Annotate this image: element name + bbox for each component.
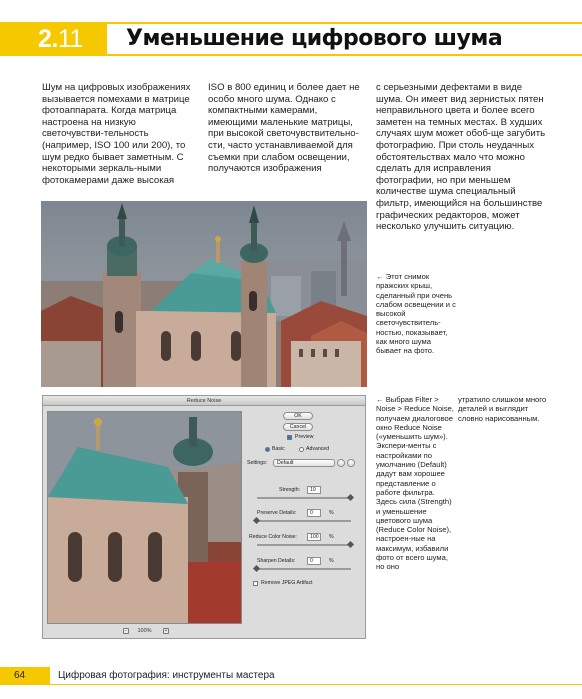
strength-slider-knob[interactable] (347, 494, 354, 501)
settings-select[interactable]: Default (273, 459, 335, 467)
photo-caption-1: ← Этот снимок пражских крыш, сделанный при очень слабом освещении и с высокой светочувствитель-ностью, показывает, как много шума бывает на фото. (376, 272, 456, 356)
reduce-color-noise-label: Reduce Color Noise: (249, 534, 297, 540)
basic-radio[interactable] (265, 447, 270, 452)
page-number: 64 (14, 670, 26, 681)
preserve-details-field[interactable]: 0 (307, 509, 321, 517)
cancel-button[interactable]: Cancel (283, 423, 313, 431)
ok-button[interactable]: OK (283, 412, 313, 420)
percent-label: % (329, 534, 334, 540)
preserve-details-slider[interactable] (257, 520, 351, 522)
percent-label: % (329, 558, 334, 564)
dialog-caption-continued: утратило слишком много деталей и выглядит словно нарисованным. (458, 395, 547, 423)
body-column-2: ISO в 800 единиц и более дает не особо много шума. Однако с компактными камерами, имеющими маленькие матрицы, при высокой светочувствительно-сти, часто устанавливаемой для съемки при слабом освещении, получаются изображения (208, 82, 360, 175)
preview-checkbox[interactable] (287, 435, 292, 440)
settings-label: Settings: (247, 460, 268, 466)
remove-jpeg-artifact-label: Remove JPEG Artifact (261, 580, 313, 586)
preview-illustration (48, 412, 242, 624)
strength-label: Strength: (279, 487, 301, 493)
body-column-3: с серьезными дефектами в виде шума. Он имеет вид зернистых пятен неправильного цвета и более всего заметен на темных местах. В худших случаях шум может обоб-ще загубить фотографию. При столь неудачных обстоятельствах мало что можно сделать для исправления фотографии, но при меньшем количестве шума специальный фильтр, имеющийся на большинстве графических редакторов, может несколько улучшить ситуацию. (376, 82, 546, 233)
advanced-radio[interactable] (299, 447, 304, 452)
preserve-details-knob[interactable] (253, 517, 260, 524)
prague-rooftops-photo (41, 201, 367, 387)
zoom-out-button[interactable]: − (124, 628, 128, 634)
dialog-title: Reduce Noise (43, 396, 365, 406)
sharpen-details-knob[interactable] (253, 565, 260, 572)
page-title: Уменьшение цифрового шума (126, 26, 503, 51)
dialog-preview-pane (47, 411, 242, 624)
sharpen-details-label: Sharpen Details: (257, 558, 296, 564)
sharpen-details-slider[interactable] (257, 568, 351, 570)
basic-label: Basic (272, 446, 285, 452)
section-number: 2.11 (38, 25, 83, 53)
delete-settings-icon[interactable] (347, 459, 355, 467)
page-title-block (108, 22, 582, 56)
reduce-color-noise-knob[interactable] (347, 541, 354, 548)
footer-rule (50, 684, 582, 685)
zoom-in-button[interactable]: + (164, 628, 168, 634)
percent-label: % (329, 510, 334, 516)
prague-rooftops-illustration (41, 201, 367, 387)
section-sub: 11 (57, 25, 83, 53)
zoom-level: 100% (137, 628, 152, 634)
save-settings-icon[interactable] (337, 459, 345, 467)
strength-field[interactable]: 10 (307, 486, 321, 494)
book-title: Цифровая фотография: инструменты мастера (58, 670, 275, 681)
strength-slider[interactable] (257, 497, 351, 499)
section-number-block (0, 22, 107, 56)
sharpen-details-field[interactable]: 0 (307, 557, 321, 565)
body-column-1: Шум на цифровых изображениях вызывается помехами в матрице фотоаппарата. Когда матрица настроена на низкую светочувстви-тельность (например, ISO 100 или 200), то шум редко бывает заметным. С некоторыми зеркаль-ными фотокамерами даже высокая (42, 82, 191, 186)
dialog-caption: ← Выбрав Filter > Noise > Reduce Noise, получаем диалоговое окно Reduce Noise («уменьшить шум»). Экспери-менты с настройками по умолчанию (Default) дадут вам хорошее представление о работе фильтра. Здесь сила (Strength) и уменьшение цветового шума (Reduce Color Noise), настроен-ные на максимум, избавили фото от всего шума, но оно (376, 395, 454, 572)
reduce-color-noise-field[interactable]: 100 (307, 533, 321, 541)
preview-label: Preview (295, 434, 314, 440)
preserve-details-label: Preserve Details: (257, 510, 297, 516)
advanced-label: Advanced (306, 446, 330, 452)
reduce-noise-dialog (42, 395, 366, 639)
remove-jpeg-artifact-checkbox[interactable] (253, 581, 258, 586)
reduce-color-noise-slider[interactable] (257, 544, 351, 546)
